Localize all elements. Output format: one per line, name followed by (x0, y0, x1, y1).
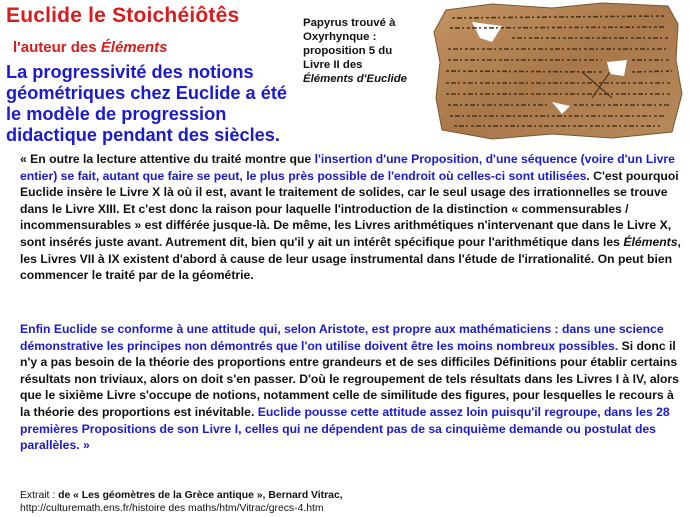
quote-paragraph-1 (20, 151, 683, 284)
quote-text: « En outre la lecture attentive du traité montre que (20, 152, 315, 166)
source-url[interactable]: http://culturemath.ens.fr/histoire des maths/htm/Vitrac/grecs-4.htm (20, 502, 324, 514)
quote-paragraph-2 (20, 321, 683, 454)
quote-text: . C'est pourquoi Euclide insère le Livre X là où il est, avant le traitement de solides, car le seul usage des irrationnelles se trouve dans le Livre XIII. Et c'est donc la raison pour laquelle l'introduction de la distinction « commensurables / incommensurables » est différée jusque-là. De même, les Livres arithmétiques n'intervenant que dans le Livre X, sont insérés juste avant. Autrement dit, bien qu'il y ait un intérêt spécifique pour l'arithmétique dans les (20, 168, 679, 249)
caption-line: Livre II des (303, 59, 363, 71)
source-reference: de « Les géomètres de la Grèce antique », Bernard Vitrac, (58, 490, 343, 501)
caption-line: Papyrus trouvé à (303, 17, 396, 29)
source-prefix: Extrait : (20, 490, 59, 501)
headline: La progressivité des notions géométriques chez Euclide a été le modèle de progression didactique pendant des siècles. (6, 62, 287, 145)
caption-line: Oxyrhynque : (303, 31, 377, 43)
quote-work-title: Éléments (623, 234, 678, 249)
caption-work-title: Éléments d'Euclide (303, 73, 407, 85)
subtitle-work-title: Éléments (100, 39, 168, 56)
caption-line: proposition 5 du (303, 45, 393, 57)
quote-text: , les Livres VII à IX existent d'abord à cause de leur usage instrumental dans l'étude de l'irrationalité. On peut bien commencer le traité par de la géométrie. (20, 234, 681, 283)
source-line (20, 490, 343, 503)
subtitle (13, 39, 167, 56)
quote-text: Si donc il n'y a pas besoin de la théorie des proportions entre grandeurs et de ses difficiles Définitions pour établir certains résultats non triviaux, alors on doit s'en passer. D'où le regroupement de tels résultats dans les Livres I à IV, alors que le sixième Livre s'occupe de notions, notamment celle de similitude des figures, pour lesquelles le recours à la théorie des proportions est inévitable. (20, 338, 679, 419)
quote-highlight: Euclide pousse cette attitude assez loin puisqu'il regroupe, dans les 28 premières Propositions de son Livre I, celles qui ne dépendent pas de sa cinquième demande ou postulat des parallèles. » (20, 404, 670, 453)
image-caption (303, 16, 438, 86)
source-citation (20, 490, 343, 515)
quote-highlight: l'insertion d'une Proposition, d'une séquence (voire d'un Livre entier) se fait, autant que faire se peut, le plus près possible de l'endroit où celles-ci sont utilisées (20, 152, 675, 183)
quote-highlight: Enfin Euclide se conforme à une attitude qui, selon Aristote, est propre aux mathématiciens : dans une science démonstrative les principes non démontrés que l'on utilise doivent être les moins nombreux possibles. (20, 322, 664, 353)
page-title: Euclide le Stoichéiôtês (6, 4, 240, 27)
papyrus-image (432, 2, 684, 140)
subtitle-prefix: l'auteur des (13, 39, 101, 56)
caption-line (303, 72, 438, 86)
